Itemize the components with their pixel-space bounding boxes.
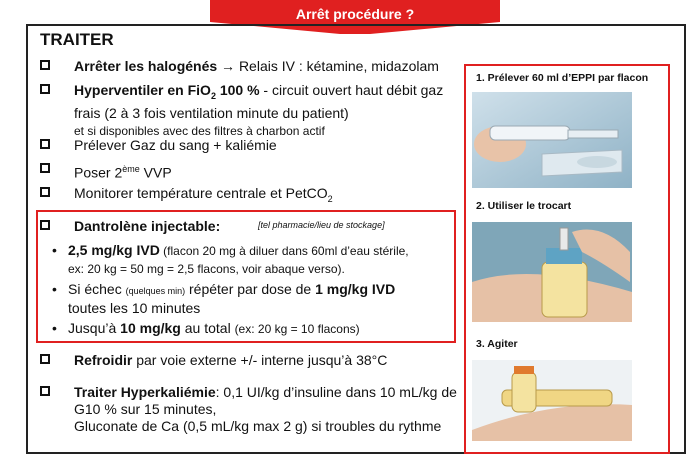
- dantrolene-title: Dantrolène injectable:: [74, 218, 221, 234]
- checkbox-icon: [40, 386, 50, 396]
- checkbox-icon: [40, 163, 50, 173]
- checkbox-icon: [40, 84, 50, 94]
- item-text: Traiter Hyperkaliémie: 0,1 UI/kg d’insuline dans 10 mL/kg de G10 % sur 15 minutes, Gluconate de Ca (0,5 mL/kg max 2 g) si troubles du rythme: [74, 384, 457, 434]
- photo-syringe-vial: [472, 92, 632, 188]
- checkbox-icon: [40, 354, 50, 364]
- step-label-1: 1. Prélever 60 ml d’EPPI par flacon: [476, 72, 649, 84]
- photo-shake-vial: [472, 360, 632, 441]
- checkbox-icon: [40, 220, 50, 230]
- checkbox-icon: [40, 187, 50, 197]
- dantrolene-note: [tel pharmacie/lieu de stockage]: [258, 220, 385, 230]
- section-title: TRAITER: [40, 30, 114, 49]
- dantrolene-bullet-1: 2,5 mg/kg IVD (flacon 20 mg à diluer dans 60ml d’eau stérile, ex: 20 kg = 50 mg = 2,5 flacons, voir abaque verso).: [68, 242, 409, 276]
- step-label-3: 3. Agiter: [476, 338, 518, 350]
- bullet-icon: •: [52, 281, 57, 297]
- banner-text: Arrêt procédure ?: [295, 6, 415, 22]
- bullet-icon: •: [52, 320, 57, 336]
- dantrolene-bullet-3: Jusqu’à 10 mg/kg au total (ex: 20 kg = 10 flacons): [68, 320, 360, 336]
- photo-trocar-vial: [472, 222, 632, 322]
- checkbox-icon: [40, 60, 50, 70]
- dantrolene-bullet-2: Si échec (quelques min) répéter par dose de 1 mg/kg IVD toutes les 10 minutes: [68, 281, 396, 316]
- item-text: Hyperventiler en FiO$_2$ 100 % - circuit ouvert haut débit gaz frais (2 à 3 fois ventilation minute du patient) et si disponibles avec des filtres à charbon actif: [74, 82, 444, 138]
- item-text: Refroidir par voie externe +/- interne jusqu’à 38°C: [74, 352, 388, 368]
- item-text: Arrêter les halogénés → Relais IV : kétamine, midazolam: [74, 58, 439, 74]
- item-text: Monitorer température centrale et PetCO$_2$: [74, 185, 333, 204]
- step-label-2: 2. Utiliser le trocart: [476, 200, 572, 212]
- bullet-icon: •: [52, 242, 57, 258]
- item-text: Prélever Gaz du sang + kaliémie: [74, 137, 277, 153]
- item-text: Poser 2ème VVP: [74, 164, 172, 181]
- checkbox-icon: [40, 139, 50, 149]
